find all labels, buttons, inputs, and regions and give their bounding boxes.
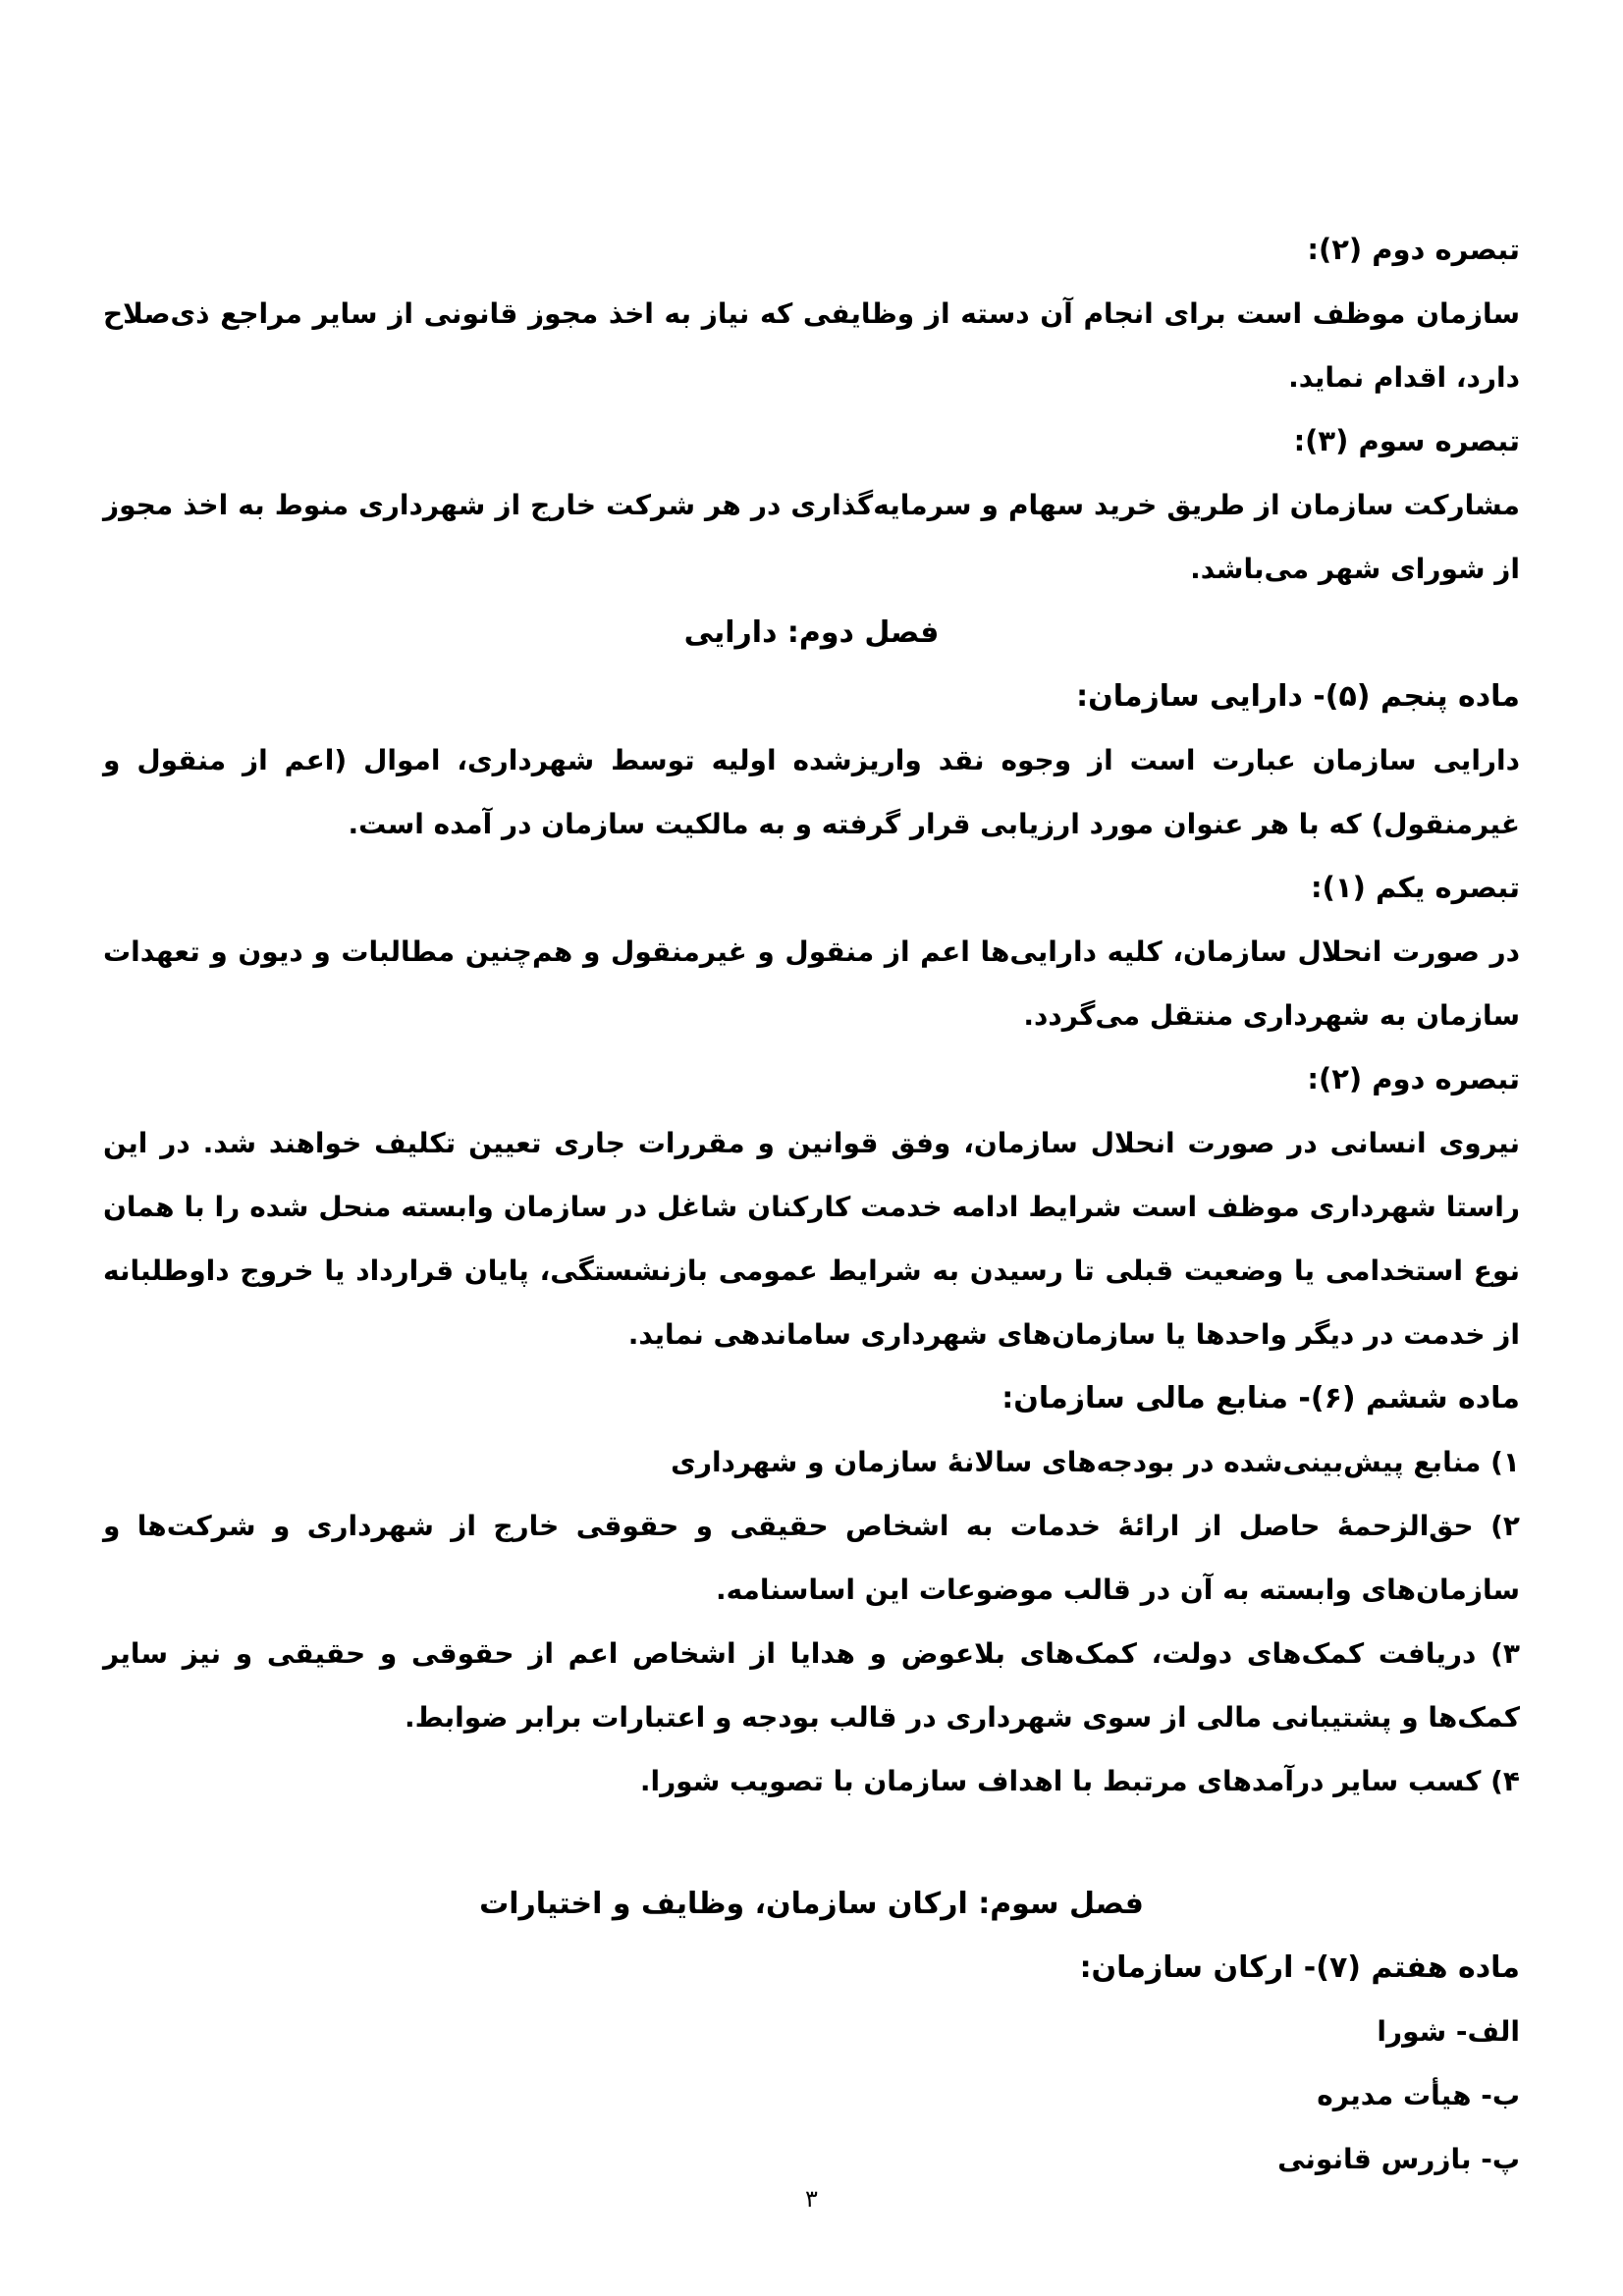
- list-item-2: ۲) حق‌الزحمهٔ حاصل از ارائهٔ خدمات به اشخاص حقیقی و حقوقی خارج از شهرداری و شرکت‌ها و سازمان‌های وابسته به آن در قالب موضوعات این اساسنامه.: [103, 1510, 1520, 1606]
- chapter-heading-2: فصل دوم: دارایی: [683, 615, 940, 650]
- list-item-3: ۳) دریافت کمک‌های دولت، کمک‌های بلاعوض و هدایا از اشخاص اعم از حقوقی و حقیقی و نیز سایر کمک‌ها و پشتیبانی مالی از سوی شهرداری در قالب بودجه و اعتبارات برابر ضوابط.: [103, 1637, 1520, 1734]
- list-line-be: ب- هیأت مدیره: [1317, 2079, 1520, 2111]
- paragraph-note-1: در صورت انحلال سازمان، کلیه دارایی‌ها اعم از منقول و غیرمنقول و هم‌چنین مطالبات و دیون و تعهدات سازمان به شهرداری منتقل می‌گردد.: [103, 935, 1520, 1032]
- paragraph-article-5: دارایی سازمان عبارت است از وجوه نقد واریزشده اولیه توسط شهرداری، اموال (اعم از منقول و غیرمنقول) که با هر عنوان مورد ارزیابی قرار گرفته و به مالکیت سازمان در آمده است.: [103, 744, 1520, 840]
- article-heading-5: ماده پنجم (۵)- دارایی سازمان:: [1076, 679, 1520, 714]
- note-heading-2b: تبصره دوم (۲):: [1307, 1062, 1520, 1095]
- paragraph-note-3: مشارکت سازمان از طریق خرید سهام و سرمایه‌گذاری در هر شرکت خارج از شهرداری منوط به اخذ مجوز از شورای شهر می‌باشد.: [103, 489, 1520, 585]
- list-line-alef: الف- شورا: [1377, 2015, 1520, 2048]
- note-heading-3: تبصره سوم (۳):: [1293, 424, 1520, 457]
- document-content: [103, 218, 1520, 2191]
- list-item-4: ۴) کسب سایر درآمدهای مرتبط با اهداف سازمان با تصویب شورا.: [639, 1765, 1520, 1797]
- list-item-1: ۱) منابع پیش‌بینی‌شده در بودجه‌های سالانهٔ سازمان و شهرداری: [671, 1446, 1520, 1478]
- note-heading-2: تبصره دوم (۲):: [1307, 233, 1520, 266]
- page-number: ۳: [805, 2185, 818, 2213]
- paragraph-note-2: سازمان موظف است برای انجام آن دسته از وظایفی که نیاز به اخذ مجوز قانونی از سایر مراجع ذی‌صلاح دارد، اقدام نماید.: [103, 297, 1520, 394]
- article-heading-7: ماده هفتم (۷)- ارکان سازمان:: [1079, 1950, 1520, 1985]
- chapter-heading-3: فصل سوم: ارکان سازمان، وظایف و اختیارات: [479, 1887, 1144, 1921]
- article-heading-6: ماده ششم (۶)- منابع مالی سازمان:: [1001, 1381, 1520, 1415]
- paragraph-note-2b: نیروی انسانی در صورت انحلال سازمان، وفق قوانین و مقررات جاری تعیین تکلیف خواهند شد. در این راستا شهرداری موظف است شرایط ادامه خدمت کارکنان شاغل در سازمان وابسته منحل شده را با همان نوع استخدامی یا وضعیت قبلی تا رسیدن به شرایط عمومی بازنشستگی، پایان قرارداد یا خروج داوطلبانه از خدمت در دیگر واحدها یا سازمان‌های شهرداری ساماندهی نماید.: [103, 1127, 1520, 1351]
- list-line-pe: پ- بازرس قانونی: [1277, 2143, 1520, 2175]
- note-heading-1: تبصره یکم (۱):: [1311, 871, 1520, 904]
